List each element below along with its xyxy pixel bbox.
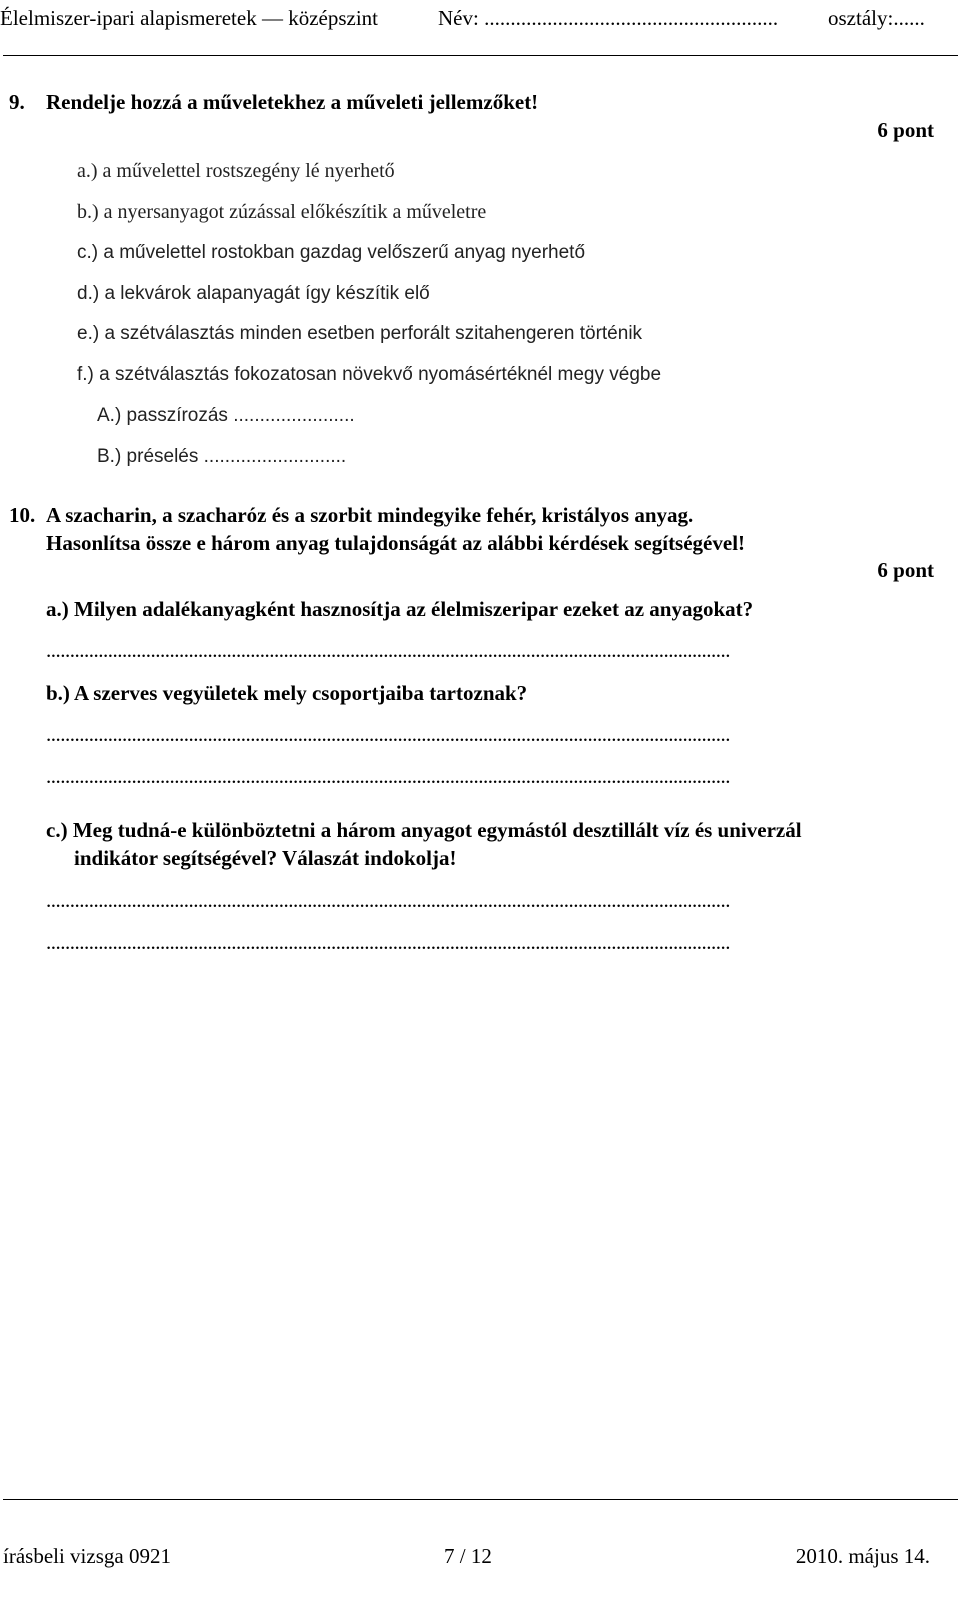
q10-b-answer-line-1: ................................................................................................................................................: [46, 722, 730, 746]
header-name-field: Név: ........................................................: [438, 6, 779, 30]
q9-answer-b: B.) préselés ...........................: [97, 446, 347, 467]
header-subject: Élelmiszer-ipari alapismeretek — középszint: [0, 6, 379, 30]
q10-question-line2: Hasonlítsa össze e három anyag tulajdonságát az alábbi kérdések segítségével!: [46, 531, 746, 555]
q10-c-question-line2: indikátor segítségével? Válaszát indokolja!: [74, 846, 457, 870]
q10-b-answer-line-2: ................................................................................................................................................: [46, 764, 730, 788]
q9-item-b: b.) a nyersanyagot zúzással előkészítik a műveletre: [77, 201, 487, 223]
q9-item-f: f.) a szétválasztás fokozatosan növekvő nyomásértéknél megy végbe: [77, 364, 662, 385]
q9-points: 6 pont: [877, 118, 934, 142]
header-class-field: osztály:......: [828, 6, 925, 30]
footer-rule: [3, 1499, 958, 1500]
q9-question: Rendelje hozzá a műveletekhez a műveleti jellemzőket!: [46, 90, 539, 114]
q10-c-answer-line-1: ................................................................................................................................................: [46, 888, 730, 912]
q10-a-answer-line: ................................................................................................................................................: [46, 638, 730, 662]
q10-points: 6 pont: [877, 558, 934, 582]
footer-page-number: 7 / 12: [444, 1544, 492, 1568]
q10-c-question-line1: c.) Meg tudná-e különböztetni a három anyagot egymástól desztillált víz és univerzál: [46, 818, 802, 842]
q9-number: 9.: [9, 90, 25, 114]
q9-item-a: a.) a művelettel rostszegény lé nyerhető: [77, 160, 395, 182]
q10-a-question: a.) Milyen adalékanyagként hasznosítja az élelmiszeripar ezeket az anyagokat?: [46, 597, 754, 621]
q9-item-d: d.) a lekvárok alapanyagát így készítik elő: [77, 283, 430, 304]
q10-c-answer-line-2: ................................................................................................................................................: [46, 930, 730, 954]
q9-item-e: e.) a szétválasztás minden esetben perforált szitahengeren történik: [77, 323, 643, 344]
header-rule: [3, 55, 958, 56]
footer-date: 2010. május 14.: [795, 1544, 930, 1568]
q9-item-c: c.) a művelettel rostokban gazdag velőszerű anyag nyerhető: [77, 242, 586, 263]
q10-question-line1: A szacharin, a szacharóz és a szorbit mindegyike fehér, kristályos anyag.: [46, 503, 694, 527]
q10-b-question: b.) A szerves vegyületek mely csoportjaiba tartoznak?: [46, 681, 528, 705]
footer-exam-code: írásbeli vizsga 0921: [3, 1544, 171, 1568]
q10-number: 10.: [9, 503, 36, 527]
q9-answer-a: A.) passzírozás .......................: [97, 405, 355, 426]
